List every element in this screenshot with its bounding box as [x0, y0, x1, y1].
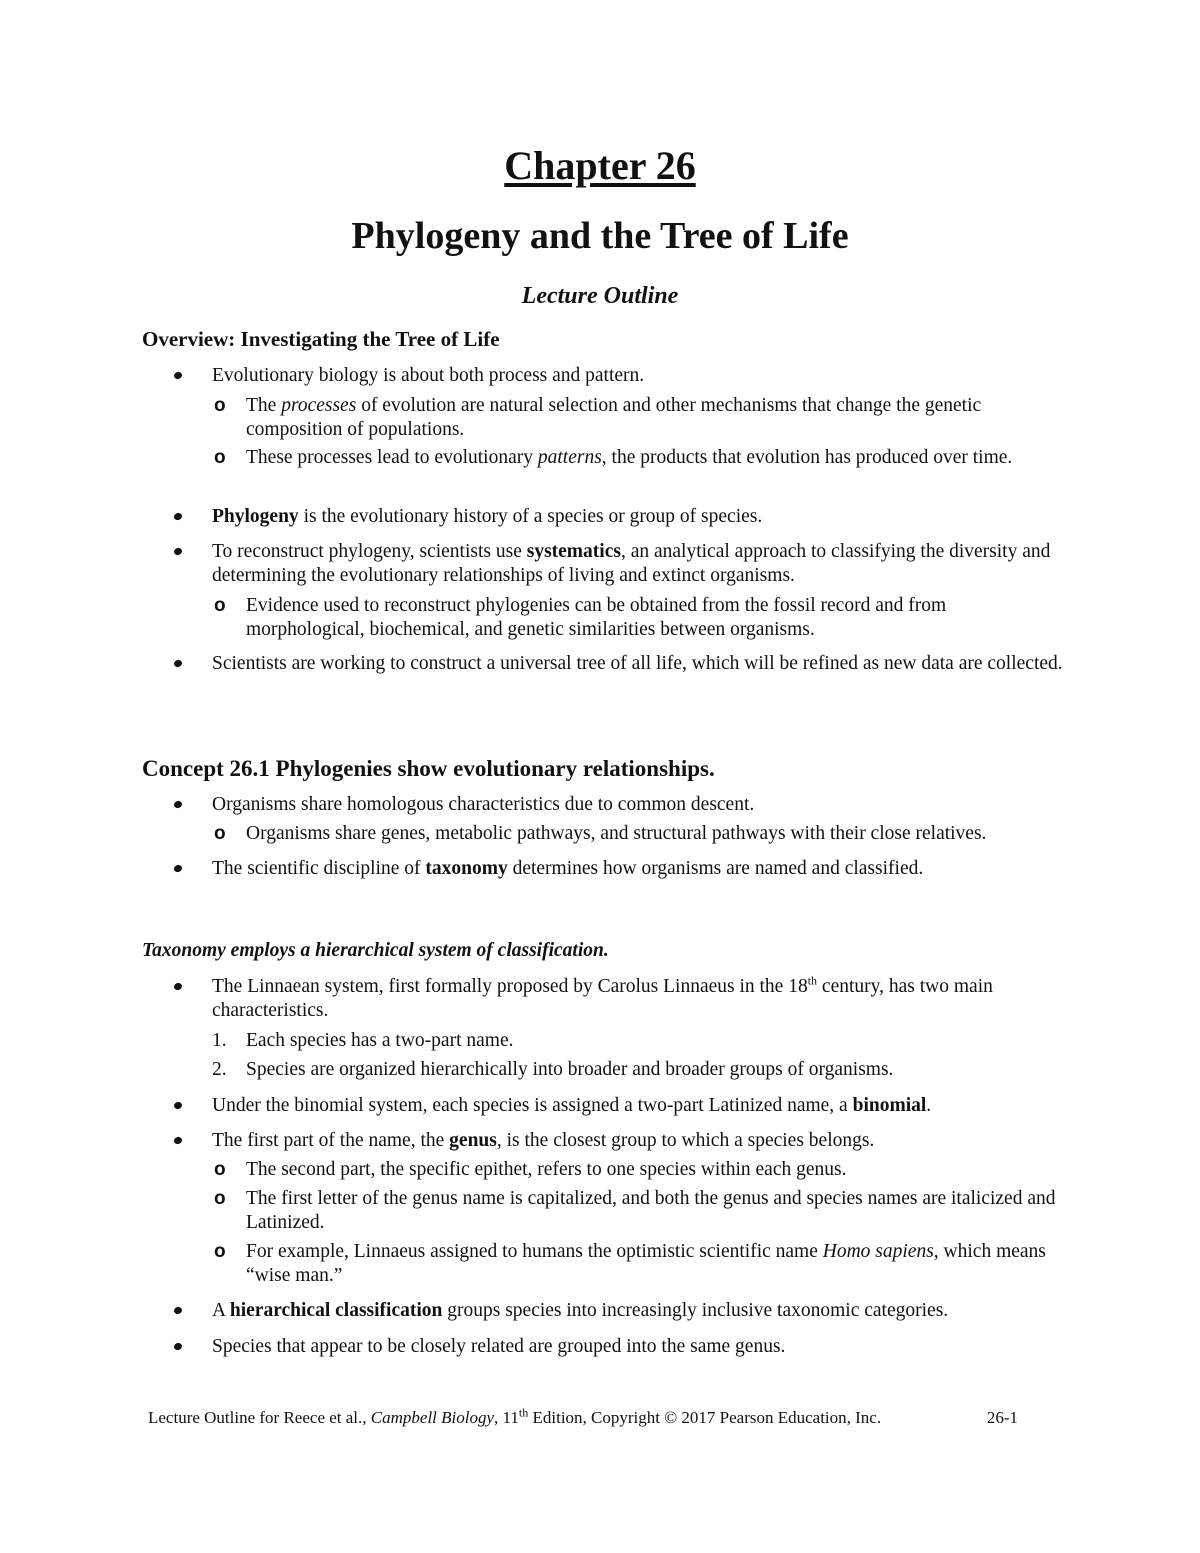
- page-footer: Lecture Outline for Reece et al., Campbell Biology, 11th Edition, Copyright © 2017 Pearson Education, Inc. 26-1: [148, 1405, 1018, 1427]
- bullet-item: The first part of the name, the genus, is the closest group to which a species belongs.: [212, 1129, 1072, 1153]
- bullet-item: The scientific discipline of taxonomy determines how organisms are named and classified.: [212, 857, 1072, 881]
- sub-bullet-item: o For example, Linnaeus assigned to humans the optimistic scientific name Homo sapiens, which means “wise man.”: [214, 1241, 1046, 1286]
- term-systematics: systematics: [526, 541, 621, 562]
- bullet-icon: [173, 1136, 183, 1145]
- bullet-item: The Linnaean system, first formally proposed by Carolus Linnaeus in the 18th century, has two main characteristics.: [212, 975, 1072, 1023]
- numbered-item: 1. Each species has a two-part name.: [212, 1030, 514, 1051]
- bullet-icon: [173, 1342, 183, 1351]
- circle-bullet-icon: o: [214, 1188, 226, 1209]
- circle-bullet-icon: o: [214, 823, 226, 844]
- sub-bullet-item: o The first letter of the genus name is capitalized, and both the genus and species names are italicized and Latinized.: [214, 1188, 1056, 1233]
- circle-bullet-icon: o: [214, 395, 226, 416]
- bullet-icon: [173, 864, 183, 873]
- bullet-icon: [173, 800, 183, 809]
- bullet-item: Organisms share homologous characteristics due to common descent.: [212, 793, 1072, 817]
- circle-bullet-icon: o: [214, 595, 226, 616]
- sub-bullet-item: o These processes lead to evolutionary patterns, the products that evolution has produced over time.: [214, 447, 1013, 468]
- bullet-item: Scientists are working to construct a universal tree of all life, which will be refined as new data are collected.: [212, 652, 1072, 676]
- numbered-item: 2. Species are organized hierarchically into broader and broader groups of organisms.: [212, 1059, 894, 1080]
- circle-bullet-icon: o: [214, 1241, 226, 1262]
- term-genus: genus: [449, 1130, 497, 1151]
- term-phylogeny: Phylogeny: [212, 506, 299, 527]
- bullet-icon: [173, 659, 183, 668]
- bullet-item: Species that appear to be closely related are grouped into the same genus.: [212, 1335, 1072, 1359]
- bullet-icon: [173, 1101, 183, 1110]
- bullet-icon: [173, 371, 183, 380]
- bullet-item: To reconstruct phylogeny, scientists use systematics, an analytical approach to classifying the diversity and determining the evolutionary relationships of living and extinct organisms.: [212, 540, 1072, 588]
- subsection-heading-taxonomy: Taxonomy employs a hierarchical system of classification.: [142, 940, 609, 961]
- term-hierarchical-classification: hierarchical classification: [229, 1300, 443, 1321]
- sub-bullet-item: o The processes of evolution are natural selection and other mechanisms that change the genetic composition of populations.: [214, 395, 982, 440]
- bullet-icon: [173, 547, 183, 556]
- bullet-icon: [173, 1306, 183, 1315]
- bullet-item: Under the binomial system, each species is assigned a two-part Latinized name, a binomial.: [212, 1094, 1072, 1118]
- circle-bullet-icon: o: [214, 1159, 226, 1180]
- document-label: Lecture Outline: [521, 283, 679, 309]
- page-number: 26-1: [986, 1408, 1018, 1427]
- section-heading-overview: Overview: Investigating the Tree of Life: [142, 327, 500, 351]
- sub-bullet-item: o The second part, the specific epithet, refers to one species within each genus.: [214, 1159, 847, 1180]
- bullet-item: Evolutionary biology is about both process and pattern.: [212, 364, 1072, 388]
- chapter-title: Phylogeny and the Tree of Life: [351, 215, 849, 257]
- section-heading-concept: Concept 26.1 Phylogenies show evolutionary relationships.: [142, 756, 715, 781]
- bullet-item: Phylogeny is the evolutionary history of a species or group of species.: [212, 505, 1072, 529]
- sub-bullet-item: o Organisms share genes, metabolic pathways, and structural pathways with their close relatives.: [214, 823, 987, 844]
- bullet-item: A hierarchical classification groups species into increasingly inclusive taxonomic categories.: [212, 1299, 1072, 1323]
- term-taxonomy: taxonomy: [425, 858, 508, 879]
- term-binomial: binomial: [852, 1095, 927, 1116]
- bullet-icon: [173, 982, 183, 991]
- sub-bullet-item: o Evidence used to reconstruct phylogenies can be obtained from the fossil record and from morphological, biochemical, and genetic similarities between organisms.: [214, 595, 947, 640]
- circle-bullet-icon: o: [214, 447, 226, 468]
- chapter-number: Chapter 26: [504, 143, 696, 188]
- bullet-icon: [173, 512, 183, 521]
